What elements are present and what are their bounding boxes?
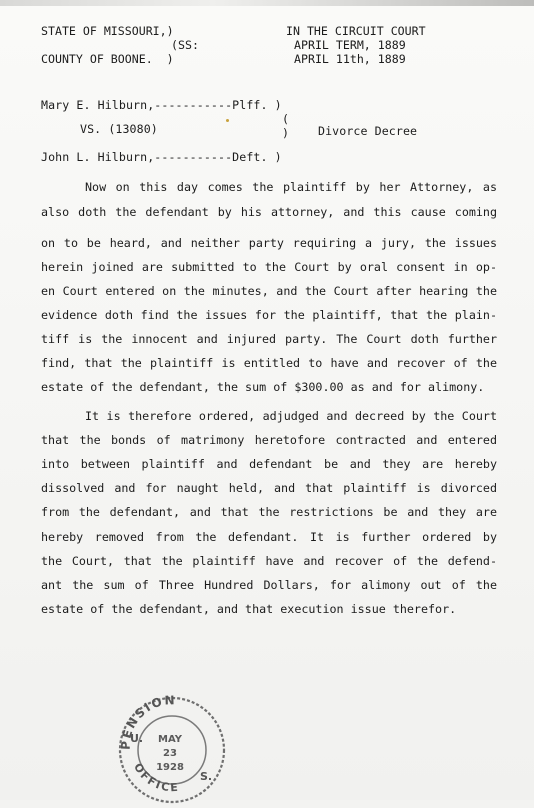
body-line: evidence doth find the issues for the plaintiff, that the plain-	[41, 308, 497, 322]
body-line: ant the sum of Three Hundred Dollars, for alimony out of the	[41, 578, 497, 592]
body-line: estate of the defendant, and that execution issue therefor.	[41, 602, 457, 616]
body-line: tiff is the innocent and injured party. The Court doth further	[41, 332, 497, 346]
caption-county: COUNTY OF BOONE. )	[41, 52, 174, 66]
stamp-year: 1928	[156, 762, 184, 773]
stamp-letter-2: S.	[200, 770, 213, 783]
caption-court: IN THE CIRCUIT COURT	[286, 24, 426, 38]
stamp-bottom-text: OFFICE	[131, 760, 181, 795]
stamp-letter: U.	[130, 732, 144, 745]
pension-office-stamp	[108, 684, 232, 808]
caption-state: STATE OF MISSOURI,)	[41, 24, 174, 38]
body-line: It is therefore ordered, adjudged and decreed by the Court	[85, 409, 497, 423]
plaintiff-line: Mary E. Hilburn,-----------Plff. )	[41, 98, 282, 112]
body-line: into between plaintiff and defendant be and they are hereby	[41, 457, 497, 471]
body-line: Now on this day comes the plaintiff by her Attorney, as	[85, 180, 497, 194]
defendant-line: John L. Hilburn,-----------Deft. )	[41, 150, 282, 164]
caption-date: APRIL 11th, 1889	[294, 52, 406, 66]
body-line: estate of the defendant, the sum of $300.00 as and for alimony.	[41, 380, 485, 394]
body-line: that the bonds of matrimony heretofore contracted and entered	[41, 433, 497, 447]
caption-term: APRIL TERM, 1889	[294, 38, 406, 52]
body-line: en Court entered on the minutes, and the Court after hearing the	[41, 284, 497, 298]
body-line: hereby removed from the defendant. It is further ordered by	[41, 530, 497, 544]
stamp-month: MAY	[158, 734, 182, 745]
body-line: the Court, that the plaintiff have and recover of the defend-	[41, 554, 497, 568]
versus-line: VS. (13080)	[80, 122, 158, 136]
caption-ss: (SS:	[171, 38, 199, 52]
body-line: also doth the defendant by his attorney, and this cause coming	[41, 205, 497, 219]
stamp-day: 23	[163, 748, 177, 759]
bracket-low: )	[282, 126, 290, 140]
paper-fleck	[226, 119, 229, 122]
scan-edge	[0, 0, 534, 6]
decree-title: Divorce Decree	[318, 124, 418, 138]
stamp-top-text: PENSION	[118, 693, 177, 751]
body-line: from the defendant, and that the restrictions be and they are	[41, 505, 497, 519]
body-line: dissolved and for naught held, and that plaintiff is divorced	[41, 481, 497, 495]
body-line: on to be heard, and neither party requiring a jury, the issues	[41, 236, 497, 250]
bracket-mid: (	[282, 112, 290, 126]
body-line: find, that the plaintiff is entitled to have and recover of the	[41, 356, 497, 370]
body-line: herein joined are submitted to the Court by oral consent in op-	[41, 260, 497, 274]
